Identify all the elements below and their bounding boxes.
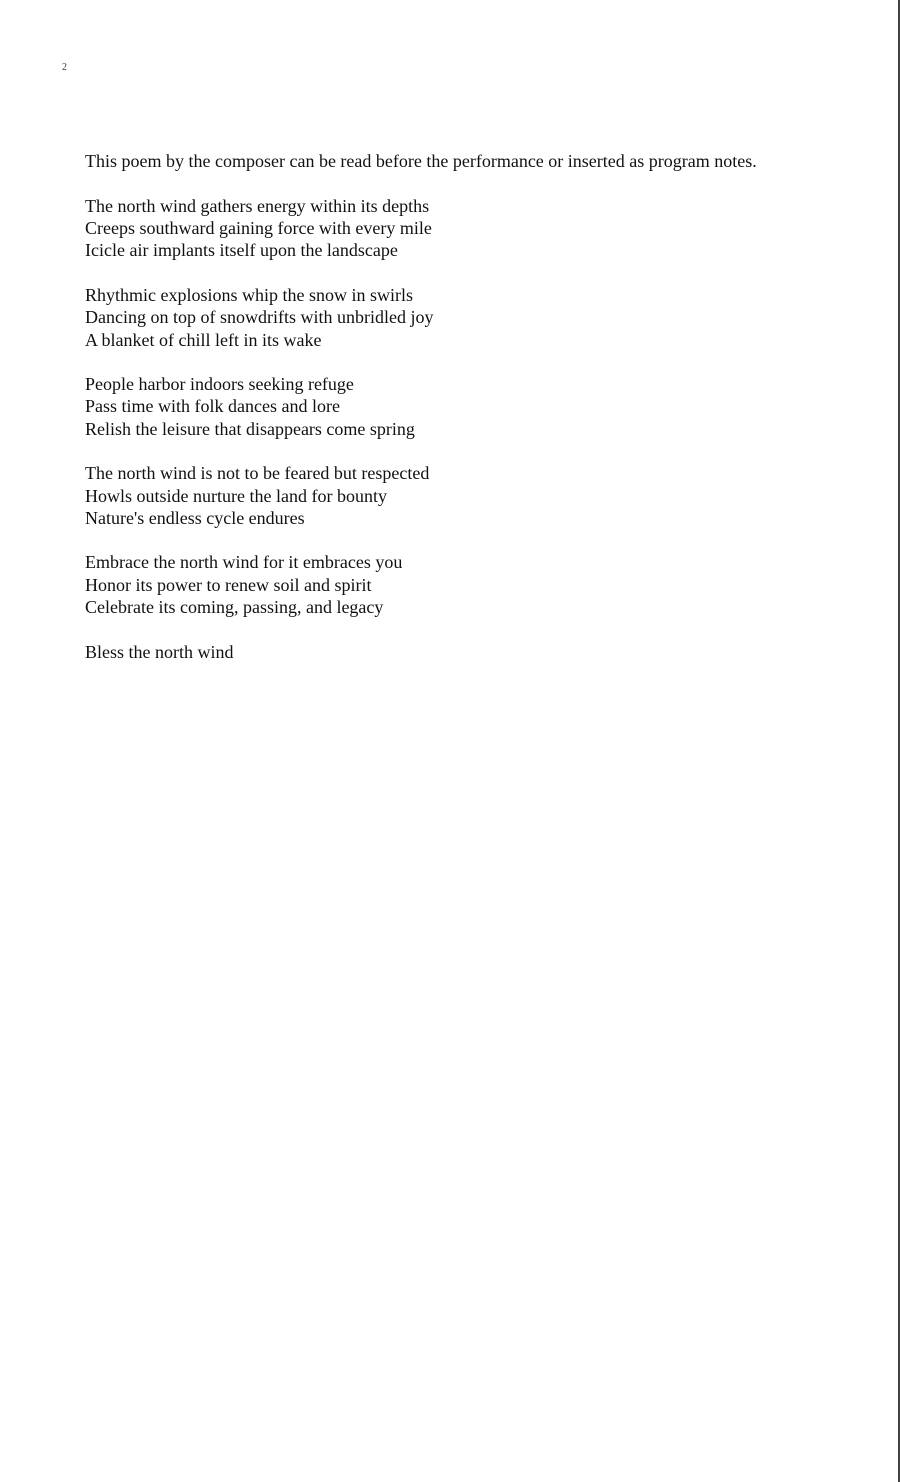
poem-line: A blanket of chill left in its wake bbox=[85, 329, 322, 350]
stanza-3 bbox=[85, 373, 875, 440]
poem-line: Creeps southward gaining force with every mile bbox=[85, 217, 432, 238]
poem-line: Rhythmic explosions whip the snow in swirls bbox=[85, 284, 413, 305]
poem-line: Pass time with folk dances and lore bbox=[85, 396, 340, 417]
stanza-1 bbox=[85, 195, 875, 262]
poem-line: People harbor indoors seeking refuge bbox=[85, 373, 354, 394]
poem-line: Bless the north wind bbox=[85, 641, 234, 662]
stanza-4 bbox=[85, 462, 875, 529]
page-number: 2 bbox=[62, 62, 67, 73]
stanza-2 bbox=[85, 284, 875, 351]
poem-line: Relish the leisure that disappears come spring bbox=[85, 418, 415, 439]
stanza-6 bbox=[85, 641, 875, 663]
poem-line: Howls outside nurture the land for bounty bbox=[85, 485, 387, 506]
poem-line: Dancing on top of snowdrifts with unbridled joy bbox=[85, 307, 434, 328]
poem-line: Celebrate its coming, passing, and legacy bbox=[85, 597, 384, 618]
poem-line: The north wind is not to be feared but respected bbox=[85, 463, 430, 484]
stanza-5 bbox=[85, 551, 875, 618]
poem-line: Embrace the north wind for it embraces you bbox=[85, 552, 403, 573]
poem-line: Honor its power to renew soil and spirit bbox=[85, 574, 372, 595]
poem-line: Icicle air implants itself upon the landscape bbox=[85, 240, 398, 261]
poem-line: Nature's endless cycle endures bbox=[85, 507, 305, 528]
poem-line: The north wind gathers energy within its depths bbox=[85, 195, 430, 216]
poem-content bbox=[85, 150, 875, 663]
program-note-intro: This poem by the composer can be read before the performance or inserted as program notes. bbox=[85, 151, 757, 171]
